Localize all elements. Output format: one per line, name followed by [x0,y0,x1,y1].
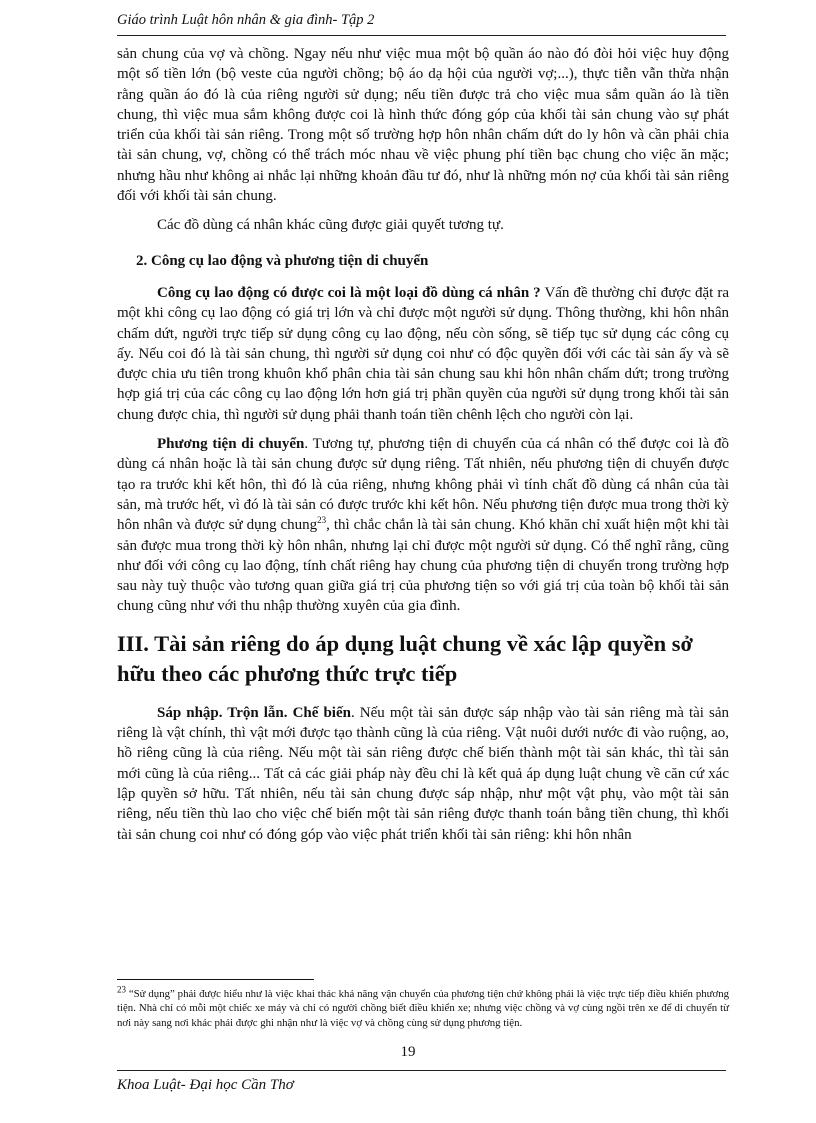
paragraph-lead: Phương tiện di chuyển [157,436,305,453]
footer-text: Khoa Luật- Đại học Cần Thơ [117,1077,294,1093]
running-footer [117,1070,726,1094]
footnote [117,984,729,1030]
footnote-ref[interactable]: 23 [317,515,327,526]
page-number: 19 [400,1044,416,1060]
paragraph [117,283,729,425]
paragraph [117,703,729,845]
footnote-text: “Sử dụng” phải được hiểu như là việc khai thác khả năng vận chuyển của phương tiện chứ không phải là việc trực tiếp điều khiển phương tiện. Nhà chỉ có mỗi một chiếc xe máy và chỉ có người chồng biết điều khiển xe; nhưng việc chồng và vợ cùng ngồi trên xe để di chuyển từ nơi này sang nơi khác phải được ghi nhận như là việc vợ và chồng cùng sử dụng phương tiện. [117,988,729,1029]
paragraph [117,434,729,617]
header-title: Giáo trình Luật hôn nhân & gia đình- Tập 2 [117,12,375,28]
paragraph: Các đồ dùng cá nhân khác cũng được giải quyết tương tự. [157,217,504,234]
paragraph-text: . Nếu một tài sản được sáp nhập vào tài sản riêng mà tài sản riêng là vật chính, thì vật mới được tạo thành cũng là của riêng. Vật nuôi dưới nước đi vào ruộng, ao, hồ riêng cũng là của riêng. Nếu một tài sản riêng được chế biến thành một tài sản khác, thì tài sản mới cũng là của riêng... Tất cả các giải pháp này đều chỉ là kết quả áp dụng luật chung về căn cứ xác lập quyền sở hữu. Tất nhiên, nếu tài sản chung được sáp nhập, như một vật phụ, vào một tài sản riêng, nếu tiền thù lao cho việc chế biến một tài sản riêng được thanh toán bằng tiền chung, thì khối tài sản chung coi như có đóng góp vào việc phát triển khối tài sản riêng: khi hôn nhân [117,704,730,843]
footnote-number: 23 [117,984,126,995]
paragraph-text: , thì chắc chắn là tài sản chung. Khó khăn chỉ xuất hiện một khi tài sản được mua trong thời kỳ hôn nhân, nhưng lại chỉ được một người sử dụng. Có thể nghĩ rằng, cũng như đối với công cụ lao động, tính chất riêng hay chung của phương tiện di chuyển trong trường hợp sau này tuỳ thuộc vào tương quan giữa giá trị của phương tiện so với giá trị của toàn bộ khối tài sản chung cũng như với thu nhập thường xuyên của gia đình. [117,517,729,615]
paragraph-lead: Sáp nhập. Trộn lẫn. Chế biến [157,704,351,721]
page-body [117,44,729,845]
running-header [117,12,726,36]
section-heading: 2. Công cụ lao động và phương tiện di chuyển [136,252,429,269]
chapter-heading: III. Tài sản riêng do áp dụng luật chung về xác lập quyền sở hữu theo các phương thức trực tiếp [117,630,693,686]
paragraph-text: . Tương tự, phương tiện di chuyển của cá nhân có thể được coi là đồ dùng cá nhân hoặc là tài sản chung được sử dụng riêng. Tất nhiên, nếu phương tiện di chuyển được tạo ra trước khi kết hôn, thì đó là của riêng, nhưng không phải vì tính chất đồ dùng cá nhân của tài sản, mà trước hết, vì đó là tài sản có được trước khi kết hôn. Nếu phương tiện được mua trong thời kỳ hôn nhân và được sử dụng chung [117,436,729,534]
paragraph-text: Vấn đề thường chỉ được đặt ra một khi công cụ lao động có giá trị lớn và chỉ được một người sử dụng. Thông thường, khi hôn nhân chấm dứt, người trực tiếp sử dụng công cụ lao động, nếu còn sống, sẽ tiếp tục sử dụng các công cụ ấy. Nếu coi đó là tài sản chung, thì người sử dụng coi như có độc quyền đối với các tài sản ấy và sẽ được chia ưu tiên trong khuôn khổ phân chia tài sản chung sau khi hôn nhân chấm dứt; trong trường hợp giá trị của các công cụ lao động lớn hơn giá trị phần quyền của người sử dụng trong khối tài sản chung được chia, thì người sử dụng phải thanh toán tiền chênh lệch cho người còn lại. [117,284,729,423]
paragraph-lead: Công cụ lao động có được coi là một loại đồ dùng cá nhân ? [157,284,541,301]
paragraph: sản chung của vợ và chồng. Ngay nếu như việc mua một bộ quần áo nào đó đòi hỏi việc huy động một số tiền lớn (bộ veste của người chồng; bộ áo dạ hội của người vợ;...), thực tiễn vẫn thừa nhận rằng quần áo đó là của riêng người sử dụng; nếu tiền được trả cho việc mua sắm quần áo là tiền chung, thì việc mua sắm không được coi là hình thức đóng góp của khối tài sản chung vào sự phát triển của khối tài sản riêng. Trong một số trường hợp hôn nhân chấm dứt do ly hôn và cần phải chia tài sản chung, vợ, chồng có thể trách móc nhau về việc phung phí tiền bạc chung cho việc ăn mặc; nhưng hầu như không ai nhắc lại những khoản đầu tư đó, như là những món nợ của khối tài sản riêng đối với khối tài sản chung. [117,46,729,205]
footnote-divider [117,979,314,980]
